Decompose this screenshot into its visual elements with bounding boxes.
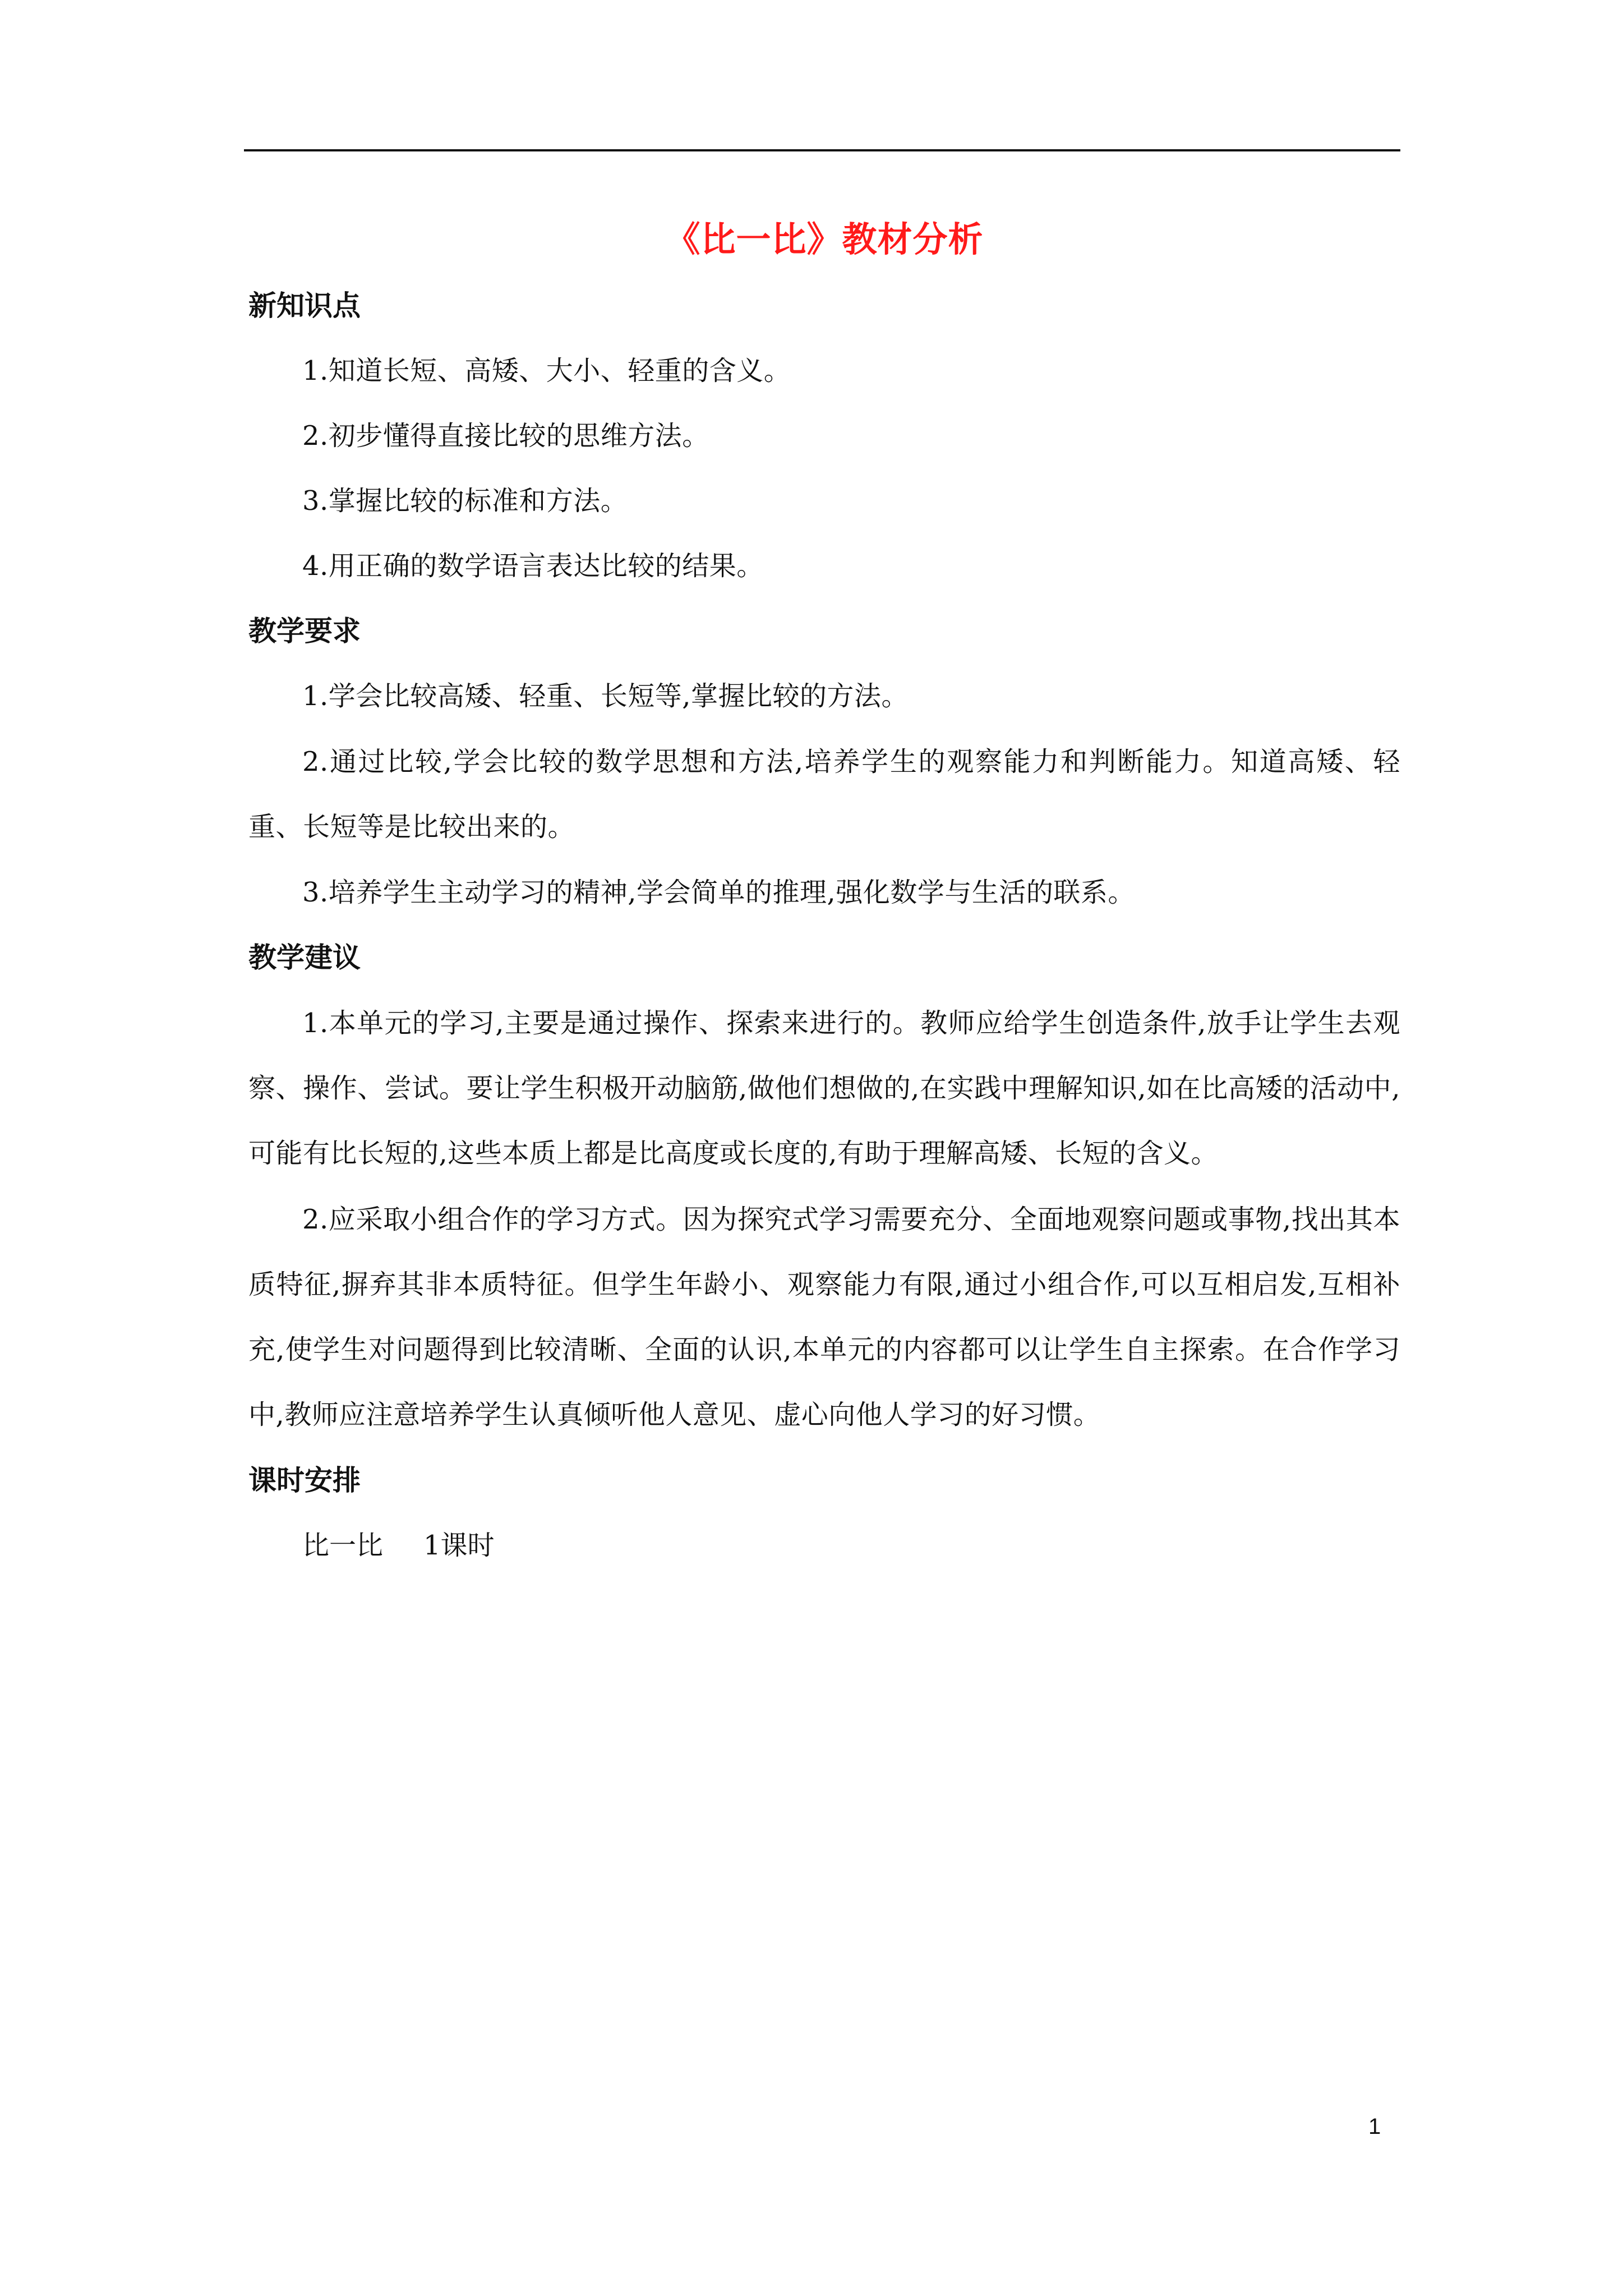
section-heading-new-knowledge: 新知识点 <box>248 289 361 322</box>
section-heading-teaching-suggestions: 教学建议 <box>248 941 361 974</box>
document-body <box>248 214 1400 1565</box>
section-heading-lesson-schedule: 课时安排 <box>248 1464 361 1497</box>
suggestion-item-2: 2.应采取小组合作的学习方式。因为探究式学习需要充分、全面地观察问题或事物,找出其本质特征,摒弃其非本质特征。但学生年龄小、观察能力有限,通过小组合作,可以互相启发,互相补充,使学生对问题得到比较清晰、全面的认识,本单元的内容都可以让学生自主探索。在合作学习中,教师应注意培养学生认真倾听他人意见、虚心向他人学习的好习惯。 <box>248 1204 1400 1430</box>
knowledge-item-3: 3.掌握比较的标准和方法。 <box>302 485 628 517</box>
schedule-hours: 1课时 <box>423 1530 495 1561</box>
requirement-item-1: 1.学会比较高矮、轻重、长短等,掌握比较的方法。 <box>302 680 909 712</box>
schedule-lesson: 比一比 <box>302 1530 384 1561</box>
schedule-row <box>248 1526 1400 1565</box>
knowledge-item-1: 1.知道长短、高矮、大小、轻重的含义。 <box>302 355 791 386</box>
section-heading-teaching-requirements: 教学要求 <box>248 614 361 647</box>
knowledge-item-2: 2.初步懂得直接比较的思维方法。 <box>302 420 709 452</box>
document-title: 《比一比》教材分析 <box>665 219 984 260</box>
suggestion-item-1: 1.本单元的学习,主要是通过操作、探索来进行的。教师应给学生创造条件,放手让学生去观察、操作、尝试。要让学生积极开动脑筋,做他们想做的,在实践中理解知识,如在比高矮的活动中,可能有比长短的,这些本质上都是比高度或长度的,有助于理解高矮、长短的含义。 <box>248 1007 1400 1169</box>
requirement-item-2: 2.通过比较,学会比较的数学思想和方法,培养学生的观察能力和判断能力。知道高矮、轻重、长短等是比较出来的。 <box>248 746 1400 843</box>
page-number: 1 <box>1368 2114 1381 2139</box>
knowledge-item-4: 4.用正确的数学语言表达比较的结果。 <box>302 550 764 582</box>
header-rule <box>244 149 1400 151</box>
requirement-item-3: 3.培养学生主动学习的精神,学会简单的推理,强化数学与生活的联系。 <box>302 877 1135 908</box>
